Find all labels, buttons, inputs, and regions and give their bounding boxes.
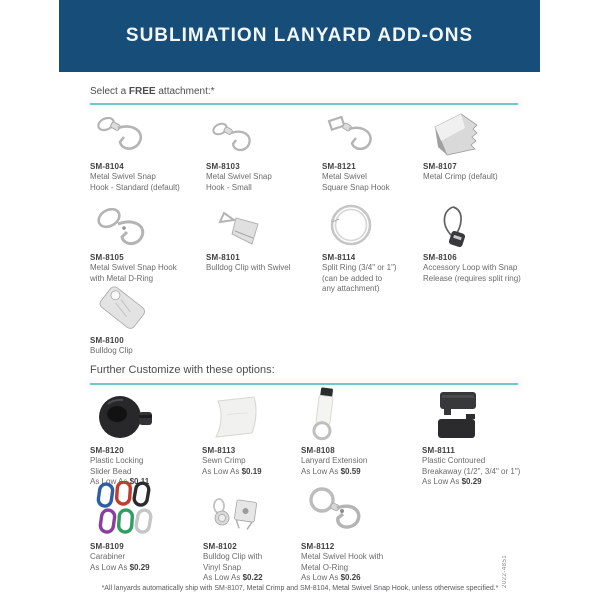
metal-crimp-icon — [423, 113, 551, 161]
metal-swivel-snap-hook-standard-icon — [90, 113, 202, 161]
price-prefix: As Low As — [90, 562, 128, 572]
product-sku: SM-8103 — [206, 162, 240, 171]
product-sku: SM-8112 — [301, 542, 335, 551]
metal-swivel-snap-hook-dring-icon — [90, 210, 202, 252]
product-sm-8100 — [90, 287, 206, 357]
price-value: $0.11 — [129, 477, 150, 486]
page-title-banner — [59, 0, 540, 72]
desc-line: Metal Swivel Snap — [206, 172, 272, 181]
desc-line: Lanyard Extension — [301, 456, 368, 465]
free-attachments-row-2 — [90, 210, 555, 295]
product-sm-8111 — [422, 391, 555, 488]
product-sm-8109 — [90, 484, 203, 584]
desc-line: Plastic Locking — [90, 456, 144, 465]
product-sm-8101 — [206, 210, 322, 295]
footer-disclaimer: *All lanyards automatically ship with SM-8107, Metal Crimp and SM-8104, Metal Swivel Snap Hook, unless otherwise specified.* — [101, 585, 499, 592]
desc-line: Slider Bead — [90, 466, 132, 476]
product-sm-8120 — [90, 391, 202, 488]
desc-line: Bulldog Clip with — [203, 552, 263, 561]
product-description — [301, 552, 551, 573]
customize-section-divider — [90, 383, 518, 385]
product-description — [206, 172, 318, 193]
product-price — [90, 563, 199, 574]
metal-swivel-square-snap-hook-icon — [322, 113, 419, 161]
product-sm-8106 — [423, 210, 555, 295]
product-sku: SM-8106 — [423, 253, 457, 262]
product-sku: SM-8102 — [203, 542, 237, 551]
product-description — [90, 263, 202, 284]
product-sku: SM-8120 — [90, 446, 124, 455]
product-price — [202, 467, 297, 478]
product-sm-8107 — [423, 113, 555, 193]
metal-swivel-hook-oring-icon — [301, 484, 551, 541]
product-sku: SM-8101 — [206, 253, 240, 262]
bulldog-clip-icon — [90, 287, 202, 335]
product-description — [202, 456, 297, 467]
price-value: $0.19 — [241, 466, 262, 476]
product-description — [90, 552, 199, 563]
product-sku: SM-8100 — [90, 336, 124, 345]
product-description — [203, 552, 297, 573]
desc-line: Metal Swivel — [322, 172, 367, 181]
lanyard-extension-icon — [301, 391, 418, 445]
customize-section-heading: Further Customize with these options: — [90, 364, 275, 376]
product-sm-8103 — [206, 113, 322, 193]
price-value: $0.29 — [129, 562, 150, 572]
page-title: SUBLIMATION LANYARD ADD-ONS — [125, 25, 474, 46]
desc-line: Vinyl Snap — [203, 562, 242, 572]
product-sku: SM-8104 — [90, 162, 124, 171]
product-sm-8121 — [322, 113, 423, 193]
desc-line: Hook - Small — [206, 182, 252, 192]
sewn-crimp-icon — [202, 391, 297, 445]
free-section-divider — [90, 103, 518, 105]
product-description — [206, 263, 318, 274]
price-prefix: As Low As — [422, 477, 460, 486]
product-sm-8114 — [322, 210, 423, 295]
product-sku: SM-8105 — [90, 253, 124, 262]
desc-line: any attachment) — [322, 284, 380, 293]
product-sku: SM-8108 — [301, 446, 335, 455]
desc-line: Breakaway (1/2", 3/4" or 1") — [422, 466, 521, 476]
product-sm-8112 — [301, 484, 555, 584]
document-code: 2022-4851 — [502, 554, 508, 588]
plastic-breakaway-icon — [422, 391, 551, 445]
price-prefix: As Low As — [301, 573, 339, 582]
heading-post: attachment:* — [158, 86, 215, 97]
desc-line: Metal Swivel Hook with — [301, 552, 384, 561]
product-description — [322, 172, 419, 193]
desc-line: (can be added to — [322, 273, 383, 283]
product-sm-8108 — [301, 391, 422, 488]
desc-line: Bulldog Clip — [90, 346, 133, 355]
free-attachments-row-1 — [90, 113, 555, 193]
product-description — [422, 456, 551, 477]
price-value: $0.59 — [340, 466, 361, 476]
heading-free-bold: FREE — [128, 86, 156, 97]
product-price — [203, 573, 297, 584]
product-description — [423, 263, 551, 284]
price-prefix: As Low As — [203, 573, 241, 582]
bulldog-clip-with-swivel-icon — [206, 210, 318, 252]
price-prefix: As Low As — [202, 466, 240, 476]
product-sku: SM-8121 — [322, 162, 356, 171]
desc-line: Square Snap Hook — [322, 182, 390, 192]
desc-line: Release (requires split ring) — [423, 273, 521, 283]
price-value: $0.22 — [242, 573, 263, 582]
product-sm-8102 — [203, 484, 301, 584]
price-prefix: As Low As — [301, 466, 339, 476]
desc-line: with Metal D-Ring — [90, 273, 154, 283]
desc-line: Sewn Crimp — [202, 456, 246, 465]
free-section-heading — [90, 86, 215, 97]
customize-options-row-2 — [90, 484, 555, 584]
desc-line: Metal O-Ring — [301, 562, 349, 572]
desc-line: Metal Crimp (default) — [423, 172, 498, 181]
desc-line: Metal Swivel Snap Hook — [90, 263, 177, 272]
product-description — [90, 172, 202, 193]
product-sku: SM-8114 — [322, 253, 356, 262]
free-attachments-row-3 — [90, 287, 555, 357]
product-sku: SM-8111 — [422, 446, 455, 455]
metal-swivel-snap-hook-small-icon — [206, 113, 318, 161]
bulldog-clip-vinyl-snap-icon — [203, 484, 297, 541]
product-sm-8113 — [202, 391, 301, 488]
product-sku: SM-8107 — [423, 162, 457, 171]
price-value: $0.26 — [340, 573, 361, 582]
desc-line: Metal Swivel Snap — [90, 172, 156, 181]
product-description — [301, 456, 418, 467]
product-price — [301, 467, 418, 478]
product-sku: SM-8113 — [202, 446, 236, 455]
split-ring-icon — [322, 210, 419, 252]
desc-line: Plastic Contoured — [422, 456, 486, 465]
product-sm-8105 — [90, 210, 206, 295]
product-description — [90, 346, 202, 357]
accessory-loop-icon — [423, 210, 551, 252]
product-sku: SM-8109 — [90, 542, 124, 551]
heading-pre: Select a — [90, 86, 127, 97]
price-value: $0.29 — [461, 477, 482, 486]
desc-line: Bulldog Clip with Swivel — [206, 263, 291, 272]
plastic-slider-bead-icon — [90, 391, 198, 445]
desc-line: Split Ring (3/4" or 1") — [322, 263, 397, 272]
price-prefix: As Low As — [90, 477, 128, 486]
carabiner-icon — [90, 484, 199, 541]
product-description — [423, 172, 551, 183]
desc-line: Hook - Standard (default) — [90, 182, 180, 192]
desc-line: Accessory Loop with Snap — [423, 263, 518, 272]
product-description — [90, 456, 198, 477]
product-price — [301, 573, 551, 584]
customize-options-row-1 — [90, 391, 555, 488]
desc-line: Carabiner — [90, 552, 126, 561]
product-sm-8104 — [90, 113, 206, 193]
